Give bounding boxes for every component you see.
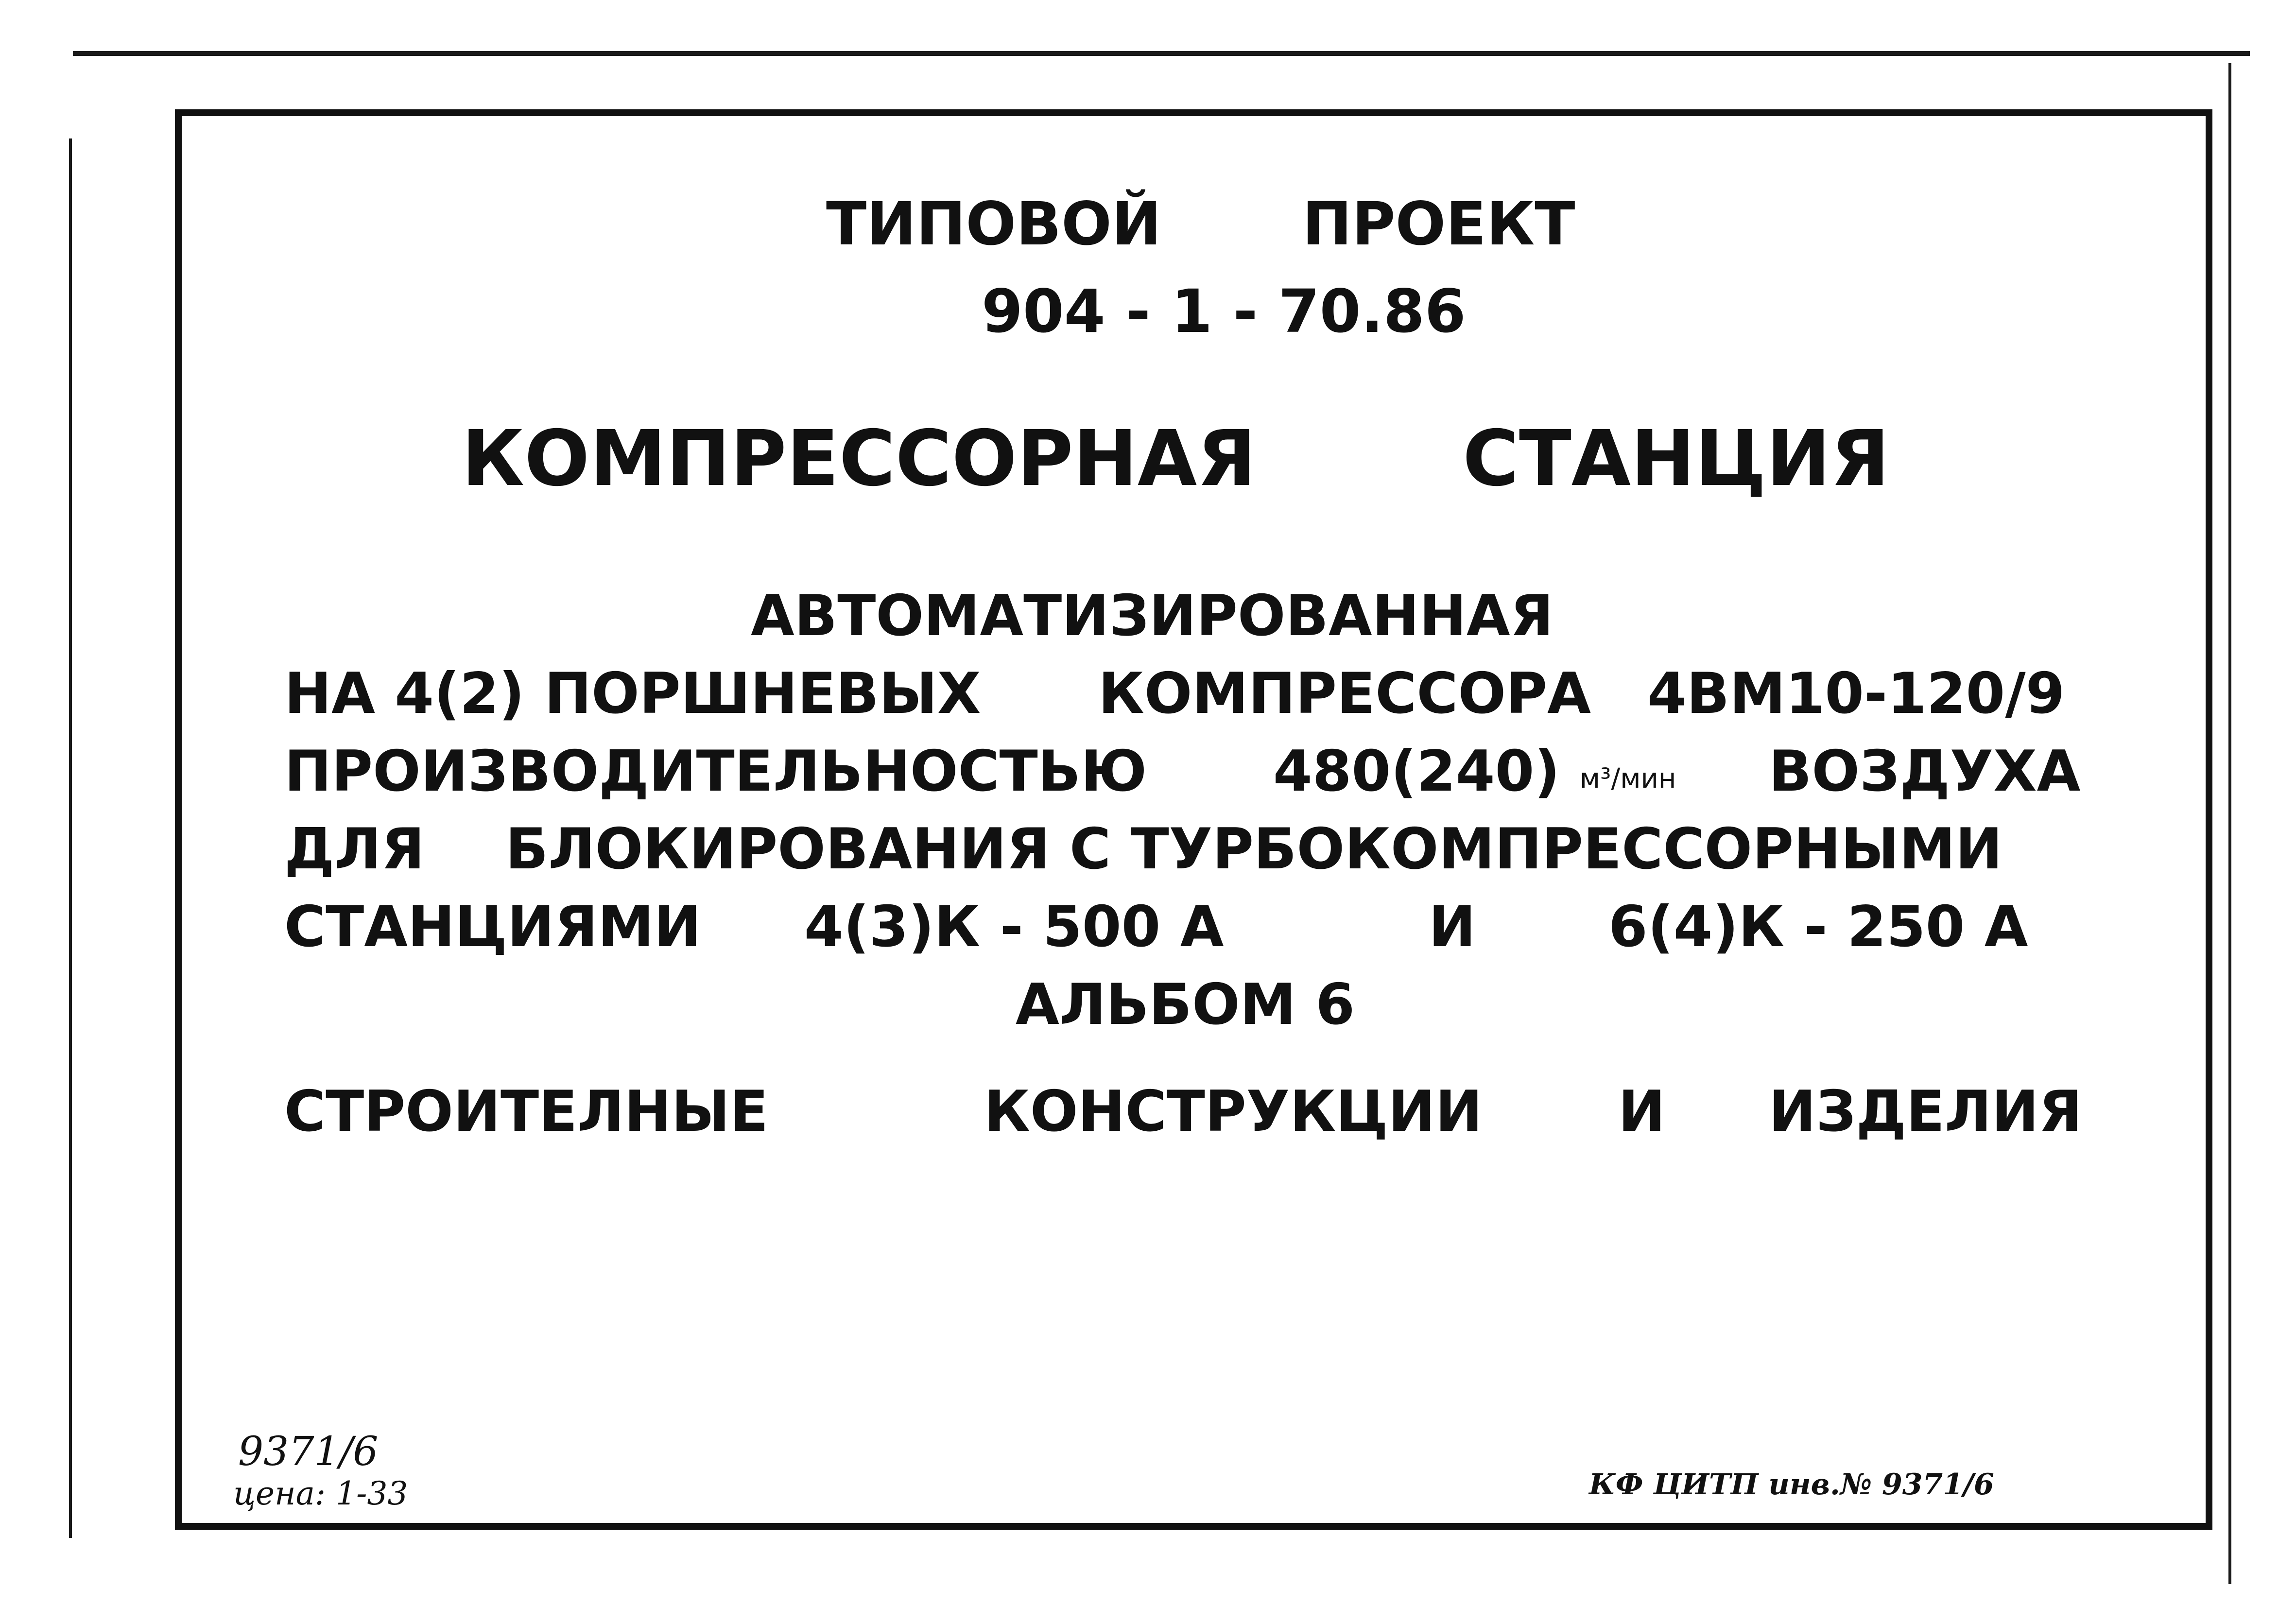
capacity-unit: м³/мин [1579,763,1676,795]
description-line3-b [1273,739,1676,804]
section-word-and: И [1618,1079,1666,1144]
description-line3-a: ПРОИЗВОДИТЕЛЬНОСТЬЮ [284,739,1147,804]
description-line2-b: КОМПРЕССОРА [1098,661,1591,726]
description-line2-c: 4ВМ10-120/9 [1647,661,2065,726]
scan-edge-left [69,138,72,1538]
handwritten-price: цена: 1-33 [233,1475,408,1512]
description-line4-a: ДЛЯ [284,816,425,882]
title-word-station: СТАНЦИЯ [1463,414,1890,503]
description-line3-c: ВОЗДУХА [1769,739,2081,804]
description-line4-b: БЛОКИРОВАНИЯ С ТУРБОКОМПРЕССОРНЫМИ [505,816,2003,882]
description-line5-c: И [1429,894,1476,960]
description-line5-d: 6(4)К - 250 А [1608,894,2028,960]
capacity-value: 480(240) [1273,739,1560,804]
description-line5-b: 4(3)К - 500 А [804,894,1224,960]
scan-edge-top [73,51,2250,56]
handwritten-inventory-number: 9371/6 [238,1429,379,1475]
description-line5-a: СТАНЦИЯМИ [284,894,701,960]
archive-stamp: КФ ЦИТП инв.№ 9371/6 [1589,1468,1994,1502]
header-word-typical: ТИПОВОЙ [826,190,1161,259]
description-automated: АВТОМАТИЗИРОВАННАЯ [751,583,1554,649]
project-number: 904 - 1 - 70.86 [982,277,1466,346]
header-word-project: ПРОЕКТ [1302,190,1575,259]
section-word-structures: КОНСТРУКЦИИ [984,1079,1483,1144]
album-number: АЛЬБОМ 6 [1016,972,1355,1037]
section-word-products: ИЗДЕЛИЯ [1769,1079,2082,1144]
section-word-building: СТРОИТЕЛНЫЕ [284,1079,769,1144]
scan-edge-right [2228,63,2231,1584]
title-word-compressor: КОМПРЕССОРНАЯ [462,414,1256,503]
description-line2-a: НА 4(2) ПОРШНЕВЫХ [284,661,981,726]
